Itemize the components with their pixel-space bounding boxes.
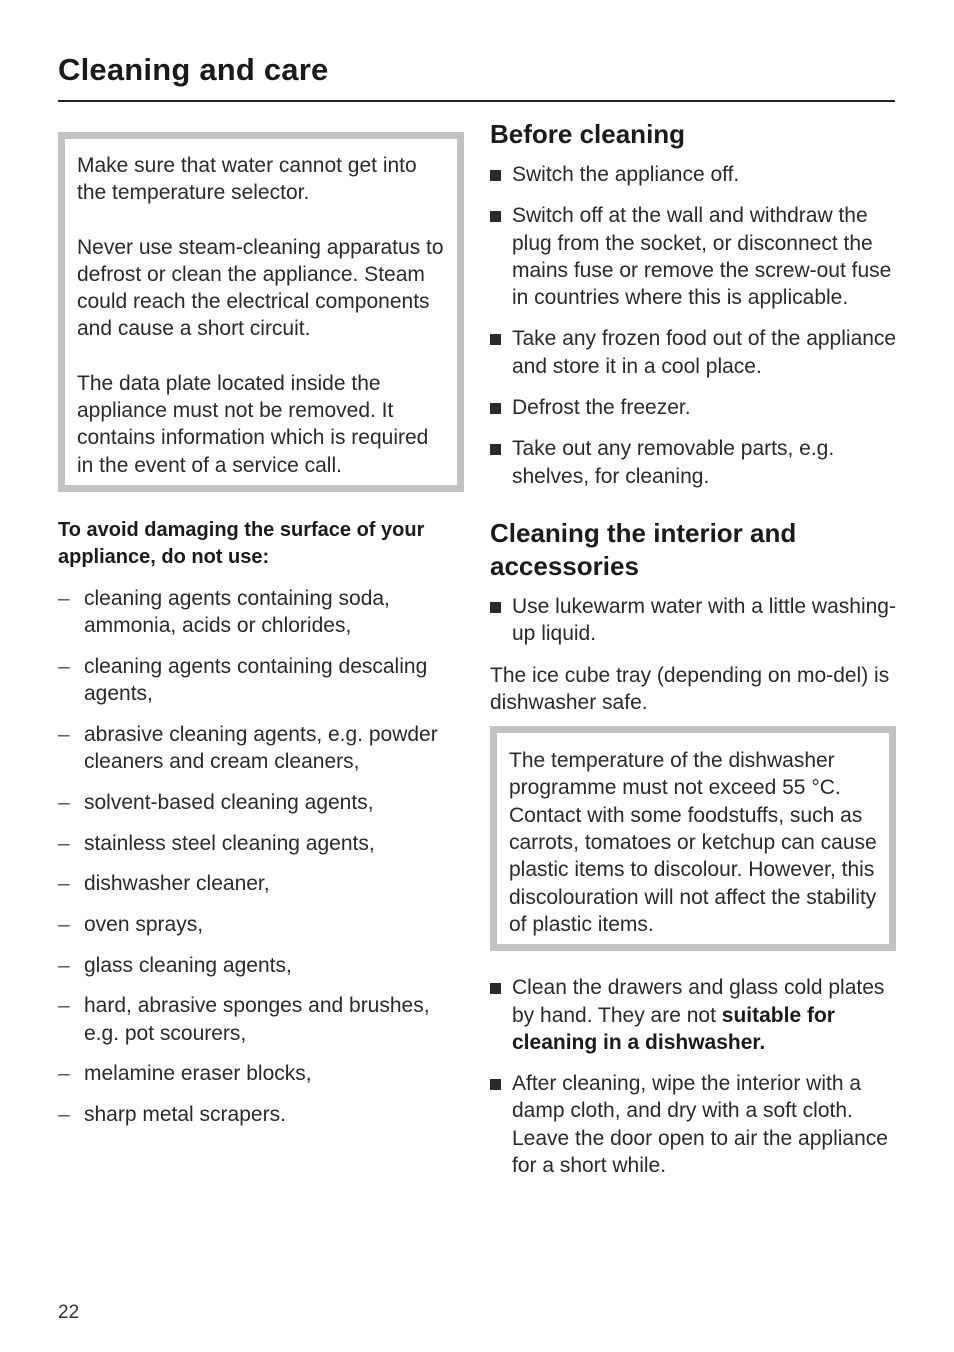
warning-box-water-steam [58, 132, 464, 492]
list-item-text: After cleaning, wipe the interior with a damp cloth, and dry with a soft cloth. Leave the door open to air the appliance for a short while. [512, 1072, 888, 1178]
list-item-bold-text: suitable for cleaning in a dishwasher. [512, 1003, 835, 1054]
list-item [58, 721, 464, 776]
list-item [490, 325, 900, 380]
list-item [58, 1101, 464, 1128]
right-column [490, 118, 900, 1193]
square-bullet-icon [490, 1079, 501, 1090]
dash-marker: – [58, 654, 70, 678]
list-item [58, 653, 464, 708]
warning-text: Never use steam-cleaning apparatus to defrost or clean the appliance. Steam could reach the electrical components and cause a short circuit. [77, 235, 444, 341]
do-not-use-list [58, 585, 464, 1128]
list-item [58, 585, 464, 640]
section-heading-before-cleaning: Before cleaning [490, 119, 686, 149]
left-column [58, 132, 464, 1142]
dash-marker: – [58, 912, 70, 936]
list-item [58, 789, 464, 816]
section-heading-interior: Cleaning the interior and accessories [490, 517, 797, 581]
list-item [58, 1060, 464, 1087]
dash-marker: – [58, 722, 70, 746]
dash-marker: – [58, 872, 70, 896]
interior-list-second [490, 974, 900, 1179]
list-item [490, 974, 900, 1056]
list-item-text: Switch off at the wall and withdraw the plug from the socket, or disconnect the mains fuse or remove the screw-out fuse in countries where this is applicable. [512, 204, 892, 310]
dash-marker: – [58, 1103, 70, 1127]
square-bullet-icon [490, 211, 501, 222]
list-item-text: Take out any removable parts, e.g. shelves, for cleaning. [512, 437, 835, 488]
square-bullet-icon [490, 334, 501, 345]
dash-marker: – [58, 790, 70, 814]
ice-cube-tray-text: The ice cube tray (depending on mo-del) is dishwasher safe. [490, 663, 890, 714]
warning-text: Make sure that water cannot get into the temperature selector. [77, 154, 417, 205]
list-item [490, 1070, 900, 1179]
dash-marker: – [58, 586, 70, 610]
list-item [490, 202, 900, 311]
square-bullet-icon [490, 444, 501, 455]
page-title: Cleaning and care [58, 52, 329, 87]
list-item-text: abrasive cleaning agents, e.g. powder cleaners and cream cleaners, [84, 722, 438, 774]
list-item-text: stainless steel cleaning agents, [84, 831, 375, 855]
list-item-text: cleaning agents containing descaling agents, [84, 654, 428, 706]
list-item [58, 870, 464, 897]
list-item-text: Use lukewarm water with a little washing-up liquid. [512, 594, 896, 646]
list-item [58, 992, 464, 1047]
list-item-text: sharp metal scrapers. [84, 1103, 286, 1127]
list-item [58, 830, 464, 857]
list-item-text: Defrost the freezer. [512, 396, 691, 420]
list-item-text: glass cleaning agents, [84, 953, 292, 977]
dash-marker: – [58, 1062, 70, 1086]
list-item [490, 593, 900, 648]
before-cleaning-list [490, 161, 900, 490]
list-item-text: cleaning agents containing soda, ammonia, acids or chlorides, [84, 586, 390, 638]
dash-marker: – [58, 994, 70, 1018]
list-item-text: hard, abrasive sponges and brushes, e.g. pot scourers, [84, 994, 430, 1045]
list-item [58, 911, 464, 938]
square-bullet-icon [490, 602, 501, 613]
square-bullet-icon [490, 403, 501, 414]
list-item-text: oven sprays, [84, 912, 204, 936]
page-number: 22 [58, 1302, 80, 1323]
warning-text: The temperature of the dishwasher programme must not exceed 55 °C. Contact with some foodstuffs, such as carrots, tomatoes or ketchup can cause plastic items to discolour. However, this discolouration will not affect the stability of plastic items. [509, 749, 877, 936]
square-bullet-icon [490, 170, 501, 181]
list-item [490, 394, 900, 421]
list-item-text: dishwasher cleaner, [84, 872, 270, 896]
square-bullet-icon [490, 983, 501, 994]
list-item-text: Switch the appliance off. [512, 163, 740, 186]
list-item [490, 161, 900, 188]
interior-list-first [490, 593, 900, 648]
do-not-use-heading: To avoid damaging the surface of your appliance, do not use: [58, 518, 425, 568]
dash-marker: – [58, 831, 70, 855]
list-item [490, 435, 900, 490]
list-item-text: Clean the drawers and glass cold plates by hand. They are not [512, 976, 885, 1027]
warning-text: The data plate located inside the appliance must not be removed. It contains information which is required in the event of a service call. [77, 371, 429, 477]
title-divider [58, 100, 895, 102]
list-item [58, 952, 464, 979]
list-item-text: melamine eraser blocks, [84, 1062, 312, 1086]
list-item-text: Take any frozen food out of the appliance and store it in a cool place. [512, 327, 897, 378]
warning-box-dishwasher-temperature [490, 726, 896, 951]
dash-marker: – [58, 953, 70, 977]
list-item-text: solvent-based cleaning agents, [84, 790, 374, 814]
